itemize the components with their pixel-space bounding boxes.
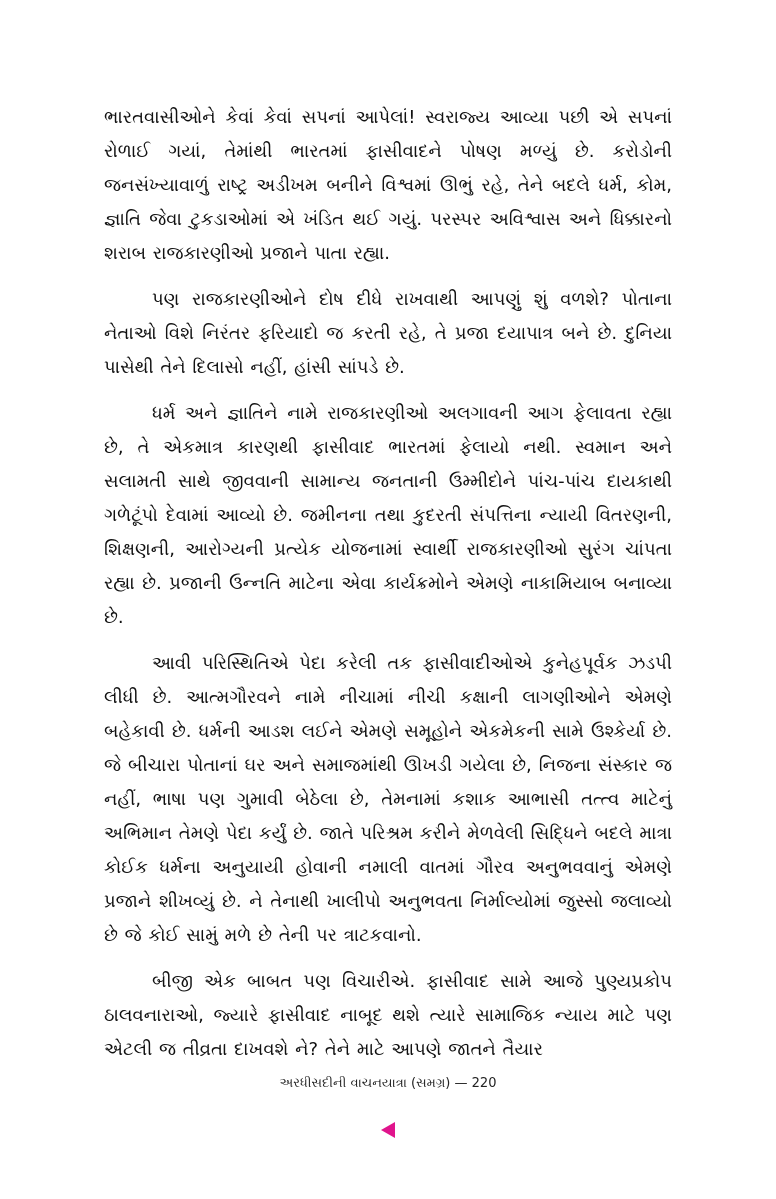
paragraph-1: ભારતવાસીઓને કેવાં કેવાં સપનાં આપેલાં! સ્વરાજ્ય આવ્યા પછી એ સપનાં રોળાઈ ગયાં, તેમાંથી ભારતમાં ફાસીવાદને પોષણ મળ્યું છે. કરોડોની જનસંખ્યાવાળું રાષ્ટ્ર અડીખમ બનીને વિશ્વમાં ઊભું રહે, તેને બદલે ધર્મ, કોમ, જ્ઞાતિ જેવા ટુકડાઓમાં એ ખંડિત થઈ ગયું. પરસ્પર અવિશ્વાસ અને ધિક્કારનો શરાબ રાજકારણીઓ પ્રજાને પાતા રહ્યા. bbox=[104, 107, 672, 264]
body-text bbox=[104, 101, 672, 1067]
paragraph-5: બીજી એક બાબત પણ વિચારીએ. ફાસીવાદ સામે આજે પુણ્યપ્રકોપ ઠાલવનારાઓ, જ્યારે ફાસીવાદ નાબૂદ થશે ત્યારે સામાજિક ન્યાય માટે પણ એટલી જ તીવ્રતા દાખવશે ને? તેને માટે આપણે જાતને તૈયાર bbox=[104, 971, 672, 1060]
book-title: અરધીસદીની વાચનયાત્રા (સમગ્ર) bbox=[279, 1076, 451, 1091]
page-footer bbox=[0, 1075, 776, 1093]
footer-separator: — bbox=[454, 1076, 468, 1091]
paragraph-4: આવી પરિસ્થિતિએ પેદા કરેલી તક ફાસીવાદીઓએ કુનેહપૂર્વક ઝડપી લીધી છે. આત્મગૌરવને નામે નીચામાં નીચી કક્ષાની લાગણીઓને એમણે બહેકાવી છે. ધર્મની આડશ લઈને એમણે સમૂહોને એકમેકની સામે ઉશ્કેર્યા છે. જે બીચારા પોતાનાં ઘર અને સમાજમાંથી ઊખડી ગયેલા છે, નિજના સંસ્કાર જ નહીં, ભાષા પણ ગુમાવી બેઠેલા છે, તેમનામાં કશાક આભાસી તત્ત્વ માટેનું અભિમાન તેમણે પેદા કર્યું છે. જાતે પરિશ્રમ કરીને મેળવેલી સિદ્ધિને બદલે માત્રા કોઈક ધર્મના અનુયાયી હોવાની નમાલી વાતમાં ગૌરવ અનુભવવાનું એમણે પ્રજાને શીખવ્યું છે. ને તેનાથી ખાલીપો અનુભવતા નિર્માલ્યોમાં જુસ્સો જલાવ્યો છે જે કોઈ સામું મળે છે તેની પર ત્રાટકવાનો. bbox=[104, 653, 672, 946]
previous-page-left-triangle-icon[interactable] bbox=[381, 1122, 395, 1138]
paragraph-2: પણ રાજકારણીઓને દોષ દીધે રાખવાથી આપણું શું વળશે? પોતાના નેતાઓ વિશે નિરંતર ફરિયાદો જ કરતી રહે, તે પ્રજા દયાપાત્ર બને છે. દુનિયા પાસેથી તેને દિલાસો નહીં, હાંસી સાંપડે છે. bbox=[104, 289, 672, 378]
page-number: 220 bbox=[471, 1076, 497, 1091]
paragraph-3: ધર્મ અને જ્ઞાતિને નામે રાજકારણીઓ અલગાવની આગ ફેલાવતા રહ્યા છે, તે એકમાત્ર કારણથી ફાસીવાદ ભારતમાં ફેલાયો નથી. સ્વમાન અને સલામતી સાથે જીવવાની સામાન્ય જનતાની ઉમ્મીદોને પાંચ-પાંચ દાયકાથી ગળેટૂંપો દેવામાં આવ્યો છે. જમીનના તથા કુદરતી સંપત્તિના ન્યાયી વિતરણની, શિક્ષણની, આરોગ્યની પ્રત્યેક યોજનામાં સ્વાર્થી રાજકારણીઓ સુરંગ ચાંપતા રહ્યા છે. પ્રજાની ઉન્નતિ માટેના એવા કાર્યક્રમોને એમણે નાકામિયાબ બનાવ્યા છે. bbox=[104, 403, 672, 628]
